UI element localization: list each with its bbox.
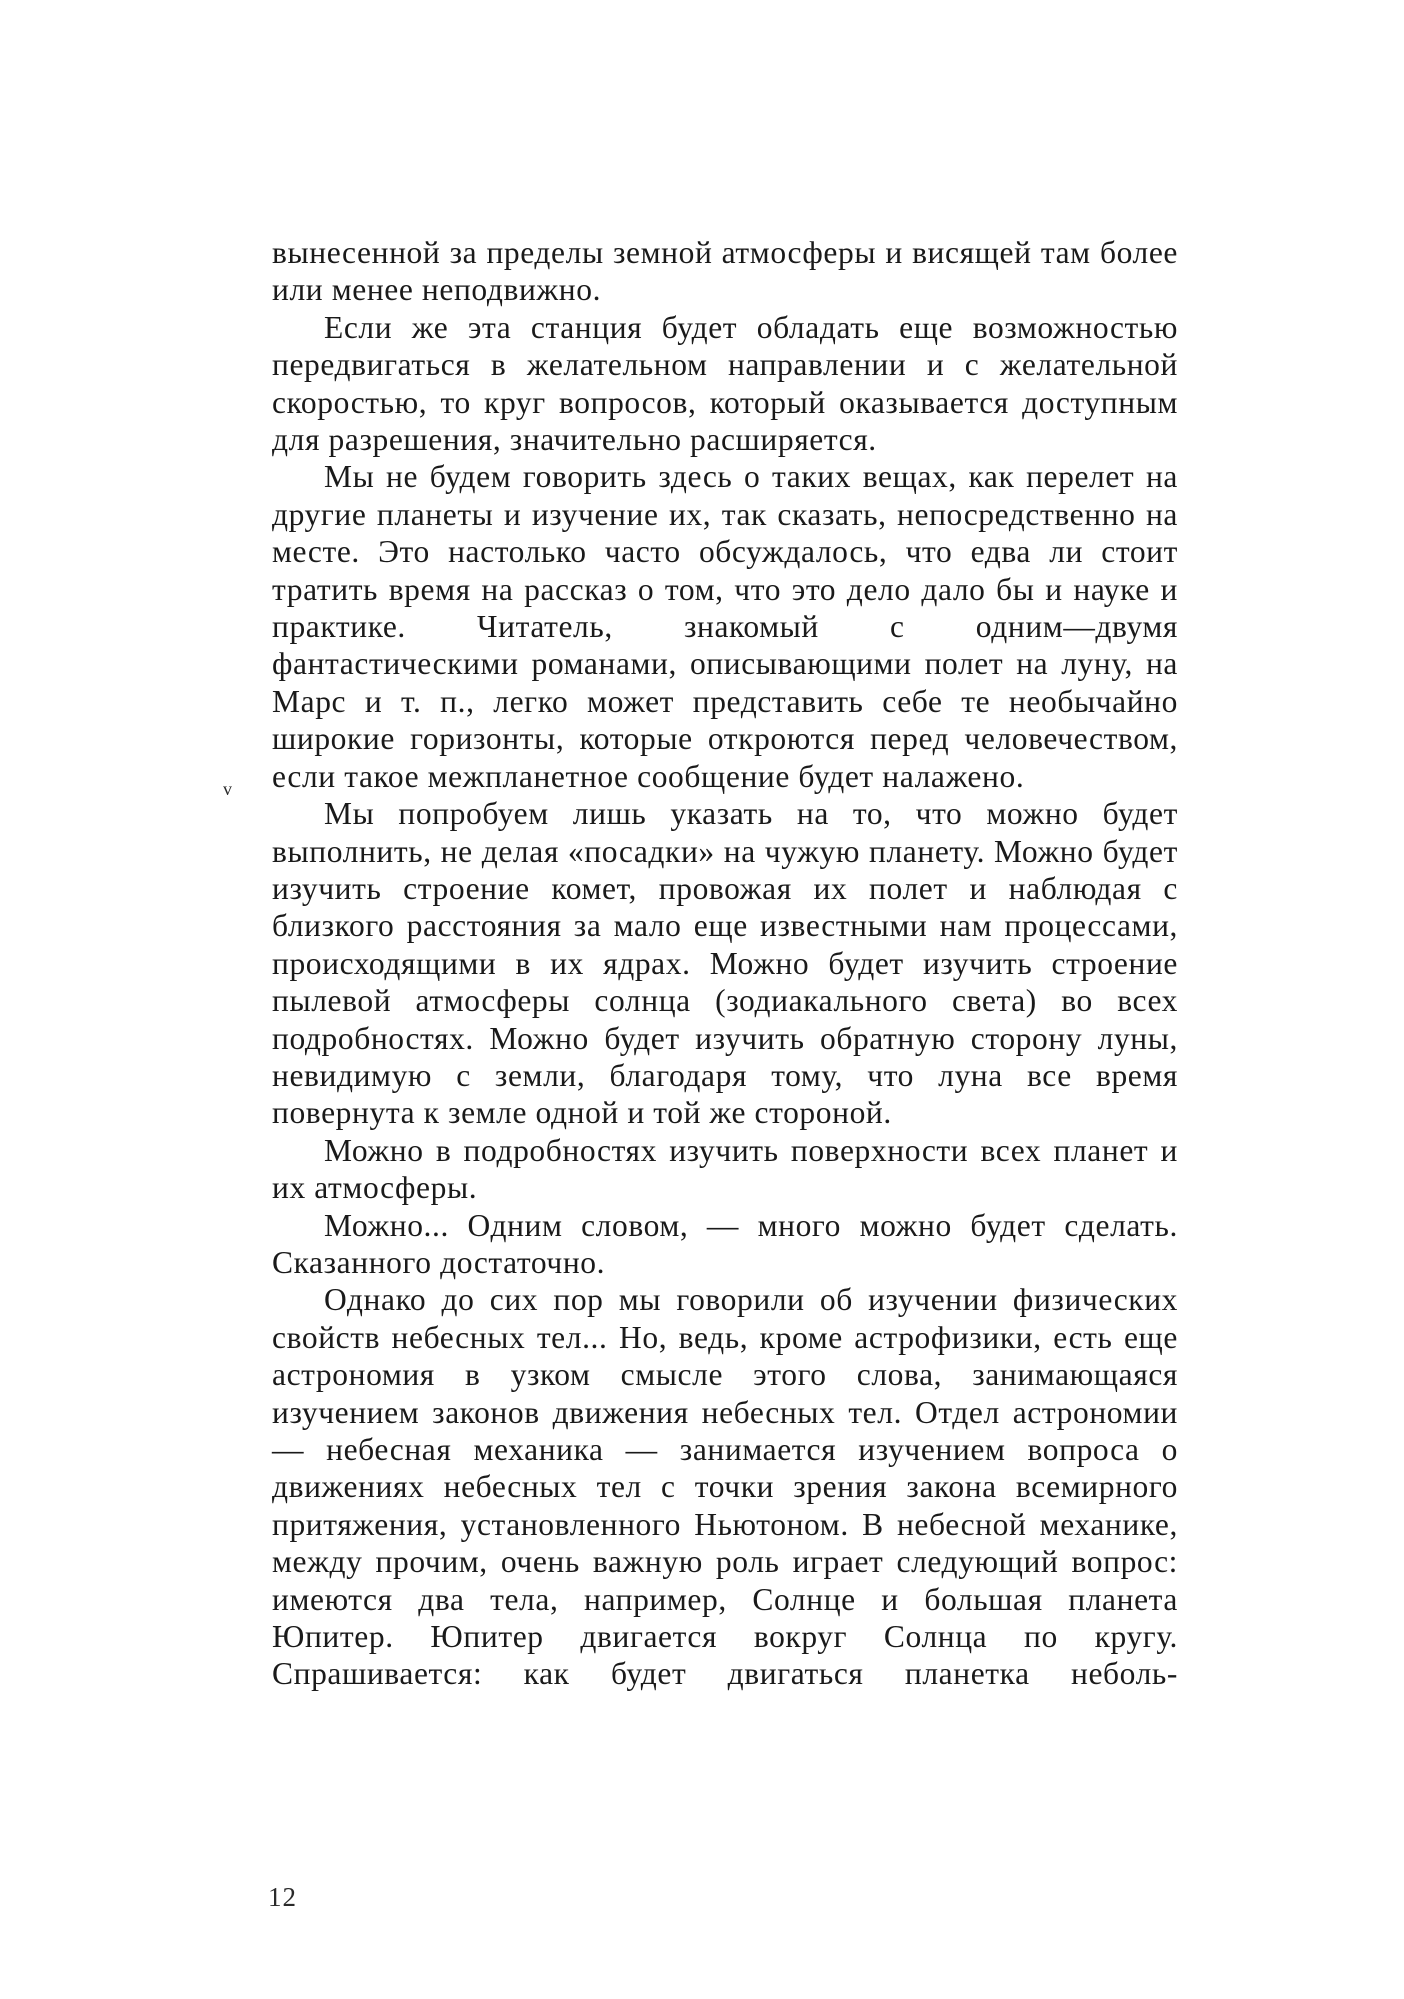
paragraph: Однако до сих пор мы говорили об изучении физических свойств небесных тел... Но, ведь, кроме астрофизики, есть еще астрономия в узком смысле этого слова, занимающаяся изучением законов движения небесных тел. Отдел астрономии — небесная механика — занимается изучением вопроса о движениях небесных тел с точки зрения закона всемирного притяжения, установленного Ньютоном. В небесной механике, между прочим, очень важную роль играет следующий вопрос: имеются два тела, например, Солнце и большая планета Юпитер. Юпитер двигается вокруг Солнца по кругу. Спрашивается: как будет двигаться планетка неболь- — [272, 1282, 1178, 1692]
page-number: 12 — [268, 1882, 297, 1912]
page-text — [272, 234, 1178, 1693]
paragraph: Можно в подробностях изучить поверхности всех планет и их атмосферы. — [272, 1132, 1178, 1206]
margin-mark: v — [223, 779, 232, 799]
paragraph: вынесенной за пределы земной атмосферы и висящей там более или менее неподвижно. — [272, 235, 1178, 308]
paragraph: Если же эта станция будет обладать еще возможностью передвигаться в желательном направлении и с желательной скоростью, то круг вопросов, который оказывается доступным для разрешения, значительно расширяется. — [272, 309, 1178, 458]
paragraph: Мы не будем говорить здесь о таких вещах, как перелет на другие планеты и изучение их, так сказать, непосредственно на месте. Это настолько часто обсуждалось, что едва ли стоит тратить время на рассказ о том, что это дело дало бы и науке и практике. Читатель, знакомый с одним—двумя фантастическими романами, описывающими полет на луну, на Марс и т. п., легко может представить себе те необычайно широкие горизонты, которые откроются перед человечеством, если такое межпланетное сообщение будет налажено. — [272, 459, 1178, 794]
paragraph: Мы попробуем лишь указать на то, что можно будет выполнить, не делая «посадки» на чужую планету. Можно будет изучить строение комет, провожая их полет и наблюдая с близкого расстояния за мало еще известными нам процессами, происходящими в их ядрах. Можно будет изучить строение пылевой атмосферы солнца (зодиакального света) во всех подробностях. Можно будет изучить обратную сторону луны, невидимую с земли, благодаря тому, что луна все время повернута к земле одной и той же стороной. — [272, 796, 1178, 1131]
paragraph: Можно... Одним словом, — много можно будет сделать. Сказанного достаточно. — [272, 1207, 1178, 1280]
